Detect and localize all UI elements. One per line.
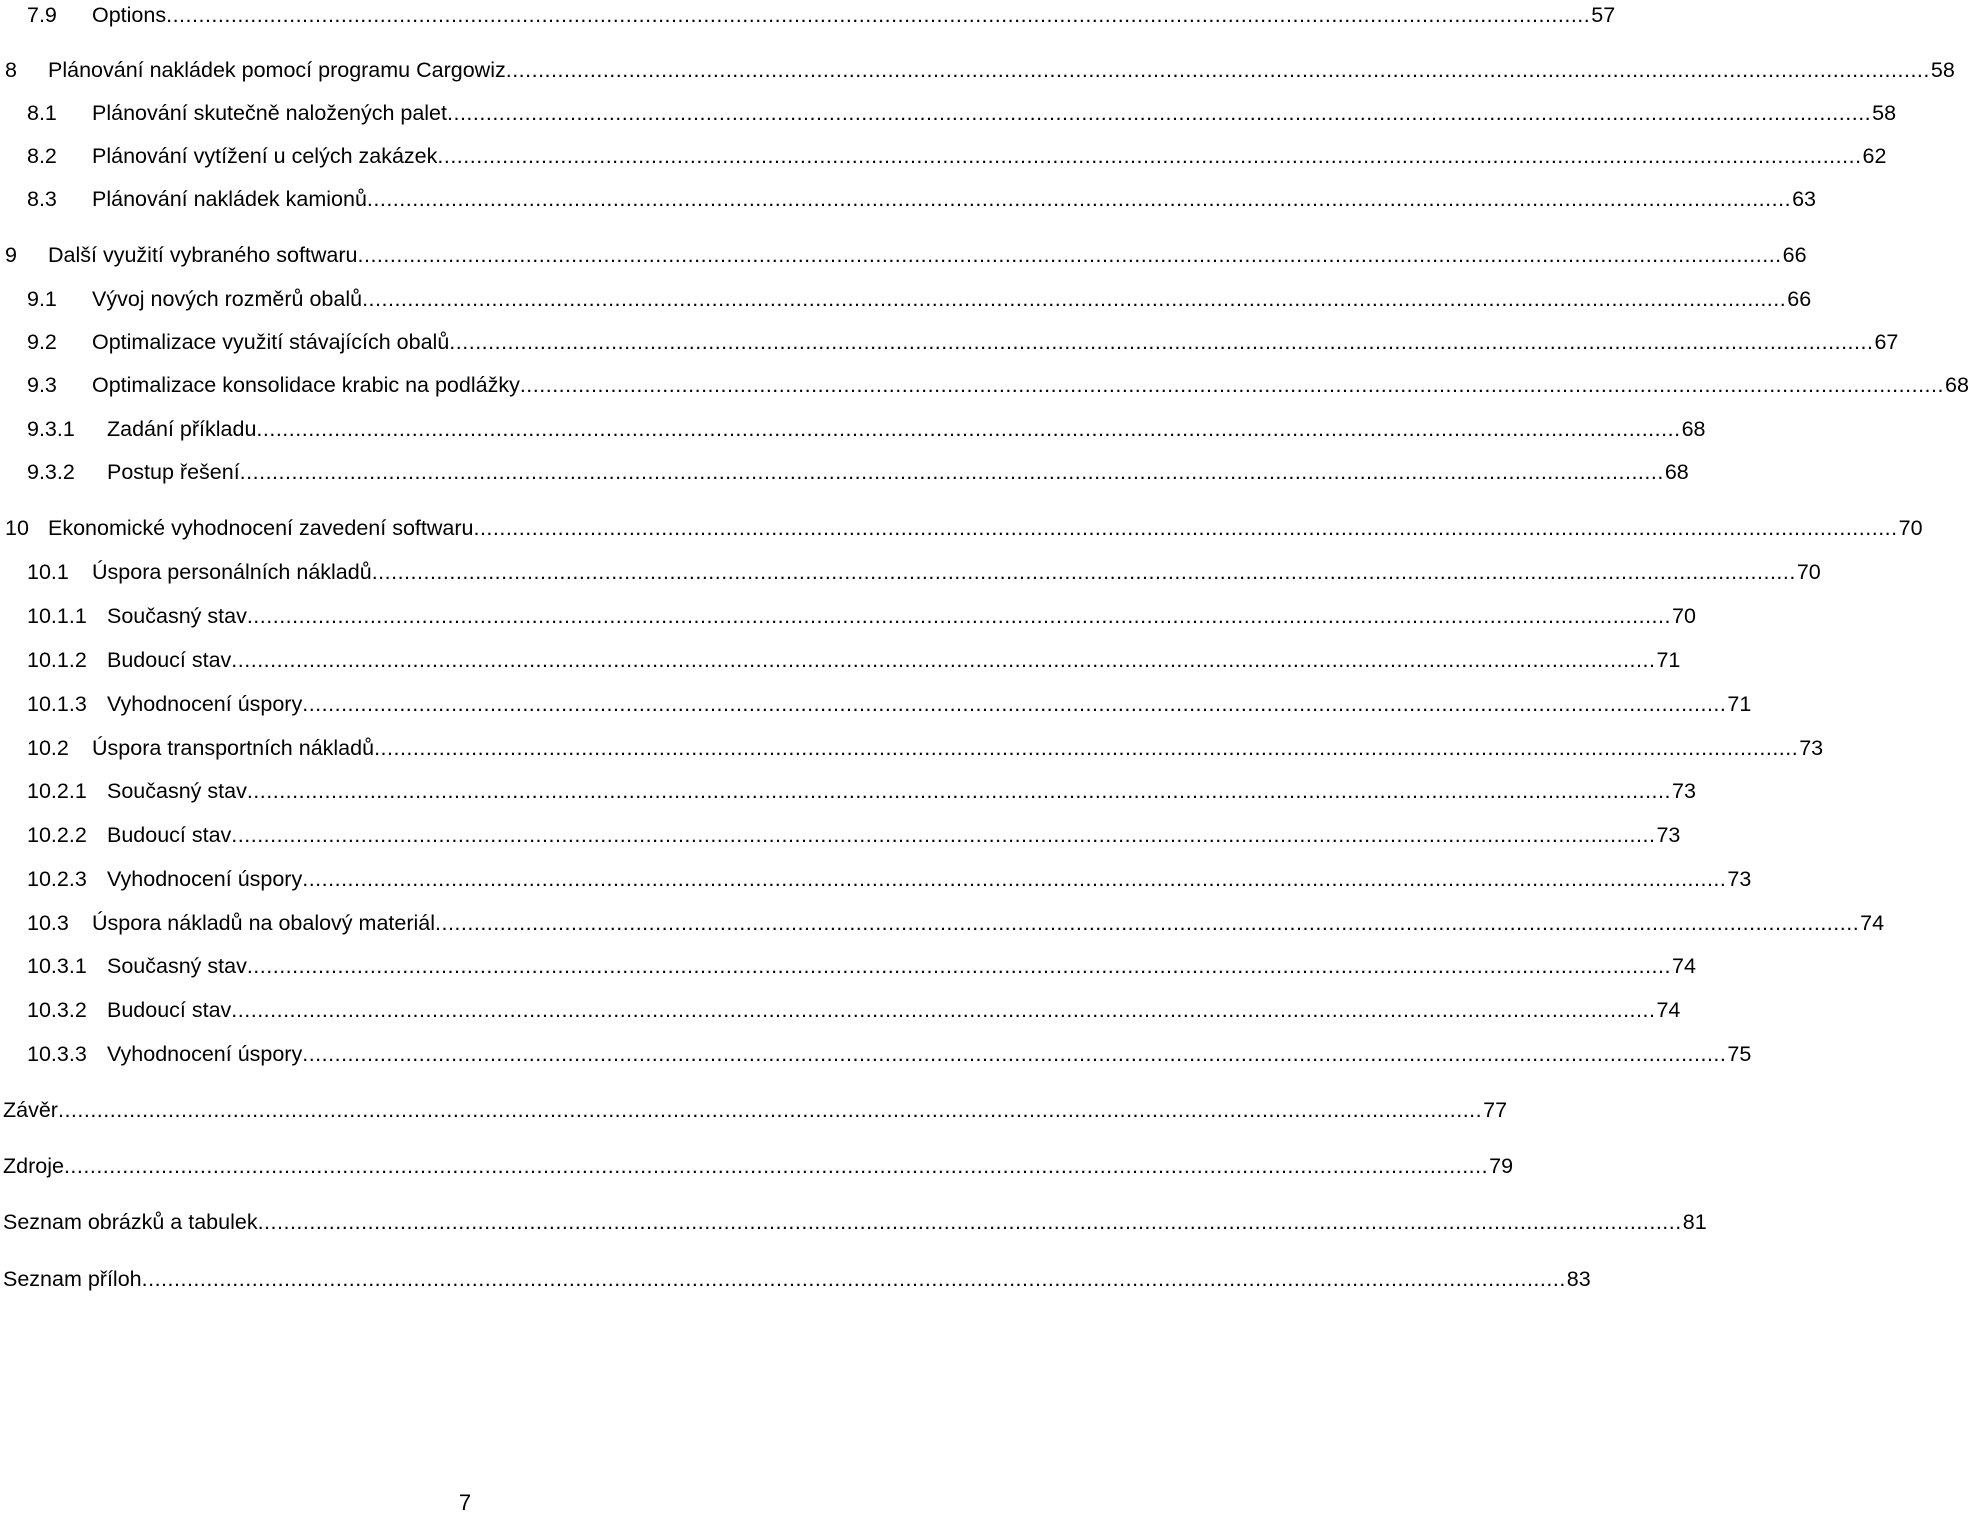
toc-entry-number: 10.1.1 (27, 604, 87, 628)
dot-leader: ............................................................................................................................................................................................................................ (519, 373, 1944, 397)
toc-entry[interactable] (0, 240, 1807, 270)
toc-entry-page: 71 (1727, 692, 1752, 716)
toc-entry-page: 68 (1681, 417, 1706, 441)
toc-entry[interactable] (0, 557, 1821, 587)
toc-entry-title: Další využití vybraného softwaru (48, 240, 358, 270)
dot-leader: ............................................................................................................................................................................................................................ (362, 287, 1787, 311)
toc-entry-page: 75 (1727, 1042, 1752, 1066)
toc-entry-number: 10.3.1 (27, 954, 87, 978)
toc-entry[interactable] (0, 645, 1681, 675)
toc-entry[interactable] (0, 513, 1923, 543)
dot-leader: ............................................................................................................................................................................................................................ (166, 3, 1591, 27)
dot-leader: ............................................................................................................................................................................................................................ (141, 1267, 1566, 1291)
dot-leader: ............................................................................................................................................................................................................................ (246, 954, 1671, 978)
dot-leader: ............................................................................................................................................................................................................................ (302, 1042, 1727, 1066)
toc-entry-number: 10.3 (27, 911, 69, 935)
toc-entry-number: 8.1 (27, 101, 57, 125)
toc-entry-title: Úspora transportních nákladů (92, 733, 374, 763)
toc-entry-page: 81 (1682, 1210, 1707, 1234)
dot-leader: ............................................................................................................................................................................................................................ (435, 911, 1860, 935)
toc-entry-page: 73 (1727, 867, 1752, 891)
toc-entry[interactable] (0, 370, 1969, 400)
toc-entry[interactable] (0, 414, 1706, 444)
toc-entry[interactable] (0, 1151, 1514, 1181)
dot-leader: ............................................................................................................................................................................................................................ (302, 692, 1727, 716)
toc-entry-page: 66 (1782, 243, 1807, 267)
toc-entry-title: Současný stav (107, 776, 247, 806)
toc-entry-title: Plánování skutečně naložených palet (92, 98, 447, 128)
toc-entry-page: 58 (1872, 101, 1897, 125)
toc-entry-number: 10.2.3 (27, 867, 87, 891)
dot-leader: ............................................................................................................................................................................................................................ (231, 823, 1656, 847)
toc-entry-number: 10.3.2 (27, 998, 87, 1022)
dot-leader: ............................................................................................................................................................................................................................ (371, 560, 1796, 584)
dot-leader: ............................................................................................................................................................................................................................ (57, 1098, 1483, 1122)
toc-entry[interactable] (0, 733, 1824, 763)
dot-leader: ............................................................................................................................................................................................................................ (239, 460, 1664, 484)
toc-entry-title: Ekonomické vyhodnocení zavedení softwaru (48, 513, 473, 543)
toc-entry-number: 9 (5, 243, 17, 267)
toc-entry[interactable] (0, 995, 1681, 1025)
toc-entry-page: 74 (1860, 911, 1885, 935)
toc-entry[interactable] (0, 1095, 1508, 1125)
toc-entry-title: Současný stav (107, 951, 247, 981)
dot-leader: ............................................................................................................................................................................................................................ (447, 101, 1872, 125)
toc-entry-title: Úspora personálních nákladů (92, 557, 372, 587)
toc-entry-number: 10.2.2 (27, 823, 87, 847)
toc-entry-number: 7.9 (27, 3, 57, 27)
toc-entry-number: 10 (5, 516, 29, 540)
toc-entry[interactable] (0, 284, 1812, 314)
toc-entry-page: 70 (1898, 516, 1923, 540)
dot-leader: ............................................................................................................................................................................................................................ (366, 187, 1792, 211)
dot-leader: ............................................................................................................................................................................................................................ (505, 58, 1930, 82)
toc-entry-title: Seznam příloh (3, 1264, 142, 1294)
toc-entry-title: Seznam obrázků a tabulek (3, 1207, 258, 1237)
toc-entry-title: Plánování nakládek pomocí programu Cargowiz (48, 55, 506, 85)
toc-entry-title: Budoucí stav (107, 995, 231, 1025)
dot-leader: ............................................................................................................................................................................................................................ (473, 516, 1898, 540)
toc-entry[interactable] (0, 776, 1696, 806)
dot-leader: ............................................................................................................................................................................................................................ (256, 417, 1681, 441)
toc-entry[interactable] (0, 820, 1681, 850)
toc-entry-number: 9.1 (27, 287, 57, 311)
page-number: 7 (458, 1490, 472, 1515)
toc-entry-title: Budoucí stav (107, 645, 231, 675)
toc-entry-number: 9.3.1 (27, 417, 75, 441)
toc-entry[interactable] (0, 457, 1689, 487)
toc-entry-title: Optimalizace využití stávajících obalů (92, 327, 449, 357)
toc-entry-title: Současný stav (107, 601, 247, 631)
toc-entry-page: 62 (1862, 144, 1887, 168)
toc-entry-number: 9.2 (27, 330, 57, 354)
toc-entry-title: Vyhodnocení úspory (107, 1039, 302, 1069)
toc-entry-title: Plánování nakládek kamionů (92, 184, 367, 214)
toc-entry-title: Závěr (3, 1095, 58, 1125)
toc-entry-title: Úspora nákladů na obalový materiál (92, 908, 435, 938)
toc-entry-page: 83 (1566, 1267, 1591, 1291)
dot-leader: ............................................................................................................................................................................................................................ (357, 243, 1782, 267)
toc-entry[interactable] (0, 1264, 1591, 1294)
toc-entry-title: Vývoj nových rozměrů obalů (92, 284, 362, 314)
toc-entry-page: 63 (1792, 187, 1816, 211)
toc-entry-page: 71 (1656, 648, 1681, 672)
dot-leader: ............................................................................................................................................................................................................................ (246, 604, 1671, 628)
dot-leader: ............................................................................................................................................................................................................................ (449, 330, 1874, 354)
toc-entry-number: 10.3.3 (27, 1042, 87, 1066)
toc-entry-title: Budoucí stav (107, 820, 231, 850)
toc-entry-page: 70 (1671, 604, 1696, 628)
toc-entry[interactable] (0, 55, 1955, 85)
toc-entry-title: Postup řešení (107, 457, 240, 487)
toc-entry-title: Zadání příkladu (107, 414, 256, 444)
toc-entry-page: 58 (1930, 58, 1955, 82)
dot-leader: ............................................................................................................................................................................................................................ (231, 648, 1656, 672)
toc-entry-page: 67 (1874, 330, 1899, 354)
toc-entry-page: 73 (1799, 736, 1824, 760)
toc-entry-page: 68 (1664, 460, 1689, 484)
toc-entry-number: 10.2.1 (27, 779, 87, 803)
dot-leader: ............................................................................................................................................................................................................................ (257, 1210, 1682, 1234)
toc-entry-page: 79 (1489, 1154, 1514, 1178)
toc-entry[interactable] (0, 601, 1696, 631)
toc-entry-number: 10.2 (27, 736, 69, 760)
toc-entry[interactable] (0, 908, 1885, 938)
toc-entry[interactable] (0, 327, 1899, 357)
toc-entry-number: 9.3 (27, 373, 57, 397)
toc-entry-number: 8.3 (27, 187, 57, 211)
toc-entry-title: Plánování vytížení u celých zakázek (92, 141, 437, 171)
toc-entry-title: Vyhodnocení úspory (107, 689, 302, 719)
toc-entry[interactable] (0, 1039, 1752, 1069)
toc-entry-number: 10.1.2 (27, 648, 87, 672)
toc-entry-page: 74 (1656, 998, 1681, 1022)
toc-entry-page: 73 (1671, 779, 1696, 803)
dot-leader: ............................................................................................................................................................................................................................ (437, 144, 1862, 168)
toc-entry-title: Optimalizace konsolidace krabic na podlážky (92, 370, 520, 400)
dot-leader: ............................................................................................................................................................................................................................ (374, 736, 1799, 760)
dot-leader: ............................................................................................................................................................................................................................ (246, 779, 1671, 803)
dot-leader: ............................................................................................................................................................................................................................ (63, 1154, 1489, 1178)
toc-entry[interactable] (0, 864, 1752, 894)
toc-entry-page: 66 (1787, 287, 1812, 311)
dot-leader: ............................................................................................................................................................................................................................ (231, 998, 1656, 1022)
toc-entry-page: 73 (1656, 823, 1681, 847)
toc-entry-number: 9.3.2 (27, 460, 75, 484)
toc-entry[interactable] (0, 141, 1887, 171)
toc-entry-number: 8 (5, 58, 17, 82)
toc-entry[interactable] (0, 951, 1696, 981)
toc-entry-page: 68 (1944, 373, 1969, 397)
toc-entry-page: 77 (1483, 1098, 1508, 1122)
toc-entry-number: 10.1 (27, 560, 69, 584)
toc-entry[interactable] (0, 184, 1816, 214)
dot-leader: ............................................................................................................................................................................................................................ (302, 867, 1727, 891)
toc-entry-number: 10.1.3 (27, 692, 87, 716)
toc-entry-title: Vyhodnocení úspory (107, 864, 302, 894)
toc-entry[interactable] (0, 689, 1752, 719)
toc-entry[interactable] (0, 1207, 1707, 1237)
toc-entry-number: 8.2 (27, 144, 57, 168)
toc-entry-page: 70 (1796, 560, 1821, 584)
toc-entry-title: Zdroje (3, 1151, 64, 1181)
toc-entry-page: 74 (1671, 954, 1696, 978)
toc-entry-title: Options (92, 0, 166, 30)
toc-entry[interactable] (0, 98, 1897, 128)
toc-entry[interactable] (0, 0, 1616, 30)
toc-entry-page: 57 (1591, 3, 1616, 27)
